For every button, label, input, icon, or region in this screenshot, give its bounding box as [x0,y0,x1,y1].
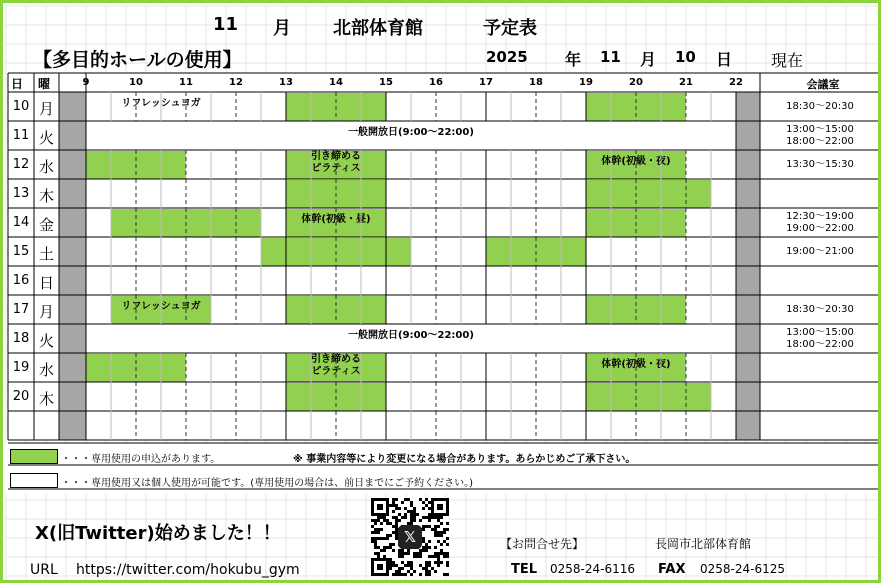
meeting-room-time: 18:30～20:30 [786,303,854,315]
booking-block [211,209,261,237]
day-number: 19 [12,360,30,375]
weekday: 木 [38,390,54,408]
legend-free-swatch [10,473,58,488]
date-suffix: 現在 [771,51,804,70]
meeting-room-time: 18:00～22:00 [786,338,854,350]
hour-label: 15 [379,77,393,88]
legend-booked-swatch [10,449,58,464]
booking-block [111,209,211,237]
day-number: 14 [12,215,30,230]
hour-label: 19 [579,77,593,88]
weekday-column-header: 曜 [38,77,51,91]
hour-label: 20 [629,77,643,88]
meeting-room-header: 会議室 [806,78,840,91]
booking-label: 体幹(初級・夜) [601,155,671,167]
room-name: 【多目的ホールの使用】 [33,49,242,71]
schedule-grid [3,3,881,583]
date-day-unit: 日 [716,50,733,69]
day-column-header: 日 [11,77,24,91]
day-number: 18 [12,331,30,346]
date-month: 11 [600,48,621,66]
contact-name: 長岡市北部体育館 [655,537,752,551]
fax-label: FAX [658,562,686,577]
booking-label: 引き締める ピラティス [311,353,361,377]
twitter-url-link[interactable]: https://twitter.com/hokubu_gym [76,562,300,578]
legend-booked-text: ・・・専用使用の申込があります。 [61,454,221,465]
meeting-room-time: 13:00～15:00 [786,326,854,338]
weekday: 月 [38,303,54,321]
twitter-announcement: X(旧Twitter)始めました！！ [35,523,281,544]
meeting-room-time: 13:00～15:00 [786,123,854,135]
date-day: 10 [675,48,696,66]
booking-block [86,151,186,179]
weekday: 月 [38,100,54,118]
booking-block [486,238,586,266]
title-suffix: 予定表 [483,18,537,39]
day-number: 20 [12,389,30,404]
date-year-unit: 年 [565,50,582,69]
title-month-unit: 月 [273,18,291,39]
weekday: 土 [38,245,54,263]
booking-label: リフレッシュヨガ [121,97,201,109]
booking-label: 一般開放日(9:00～22:00) [348,329,474,341]
hour-label: 16 [429,77,443,88]
url-label: URL [30,562,58,578]
title-facility: 北部体育館 [333,18,423,39]
weekday: 火 [38,332,54,350]
meeting-room-time: 13:30～15:30 [786,158,854,170]
hour-label: 12 [229,77,243,88]
notice-text: ※ 事業内容等により変更になる場合があります。あらかじめご了承下さい。 [293,454,636,465]
tel-label: TEL [511,562,538,577]
meeting-room-time: 18:00～22:00 [786,135,854,147]
qr-code-icon [371,498,449,576]
weekday: 金 [38,216,54,234]
booking-label: 体幹(初級・昼) [301,213,371,225]
meeting-room-time: 18:30～20:30 [786,100,854,112]
meeting-room-time: 19:00～21:00 [786,245,854,257]
hour-label: 21 [679,77,693,88]
booking-block [286,383,386,411]
weekday: 水 [38,361,54,379]
booking-block [86,354,186,382]
day-number: 13 [12,186,30,201]
booking-block [661,383,711,411]
day-number: 15 [12,244,30,259]
x-logo-icon: 𝕏 [398,525,422,549]
weekday: 火 [38,129,54,147]
booking-label: 一般開放日(9:00～22:00) [348,126,474,138]
booking-block [586,209,686,237]
hour-label: 9 [82,77,90,88]
legend-free-text: ・・・専用使用又は個人使用が可能です。(専用使用の場合は、前日までにご予約ください。) [61,478,474,489]
day-number: 11 [12,128,30,143]
hour-label: 17 [479,77,493,88]
hour-label: 13 [279,77,293,88]
booking-label: 引き締める ピラティス [311,150,361,174]
booking-label: 体幹(初級・夜) [601,358,671,370]
booking-block [586,296,686,324]
date-year: 2025 [486,48,528,66]
booking-block [586,180,661,208]
hour-label: 22 [729,77,743,88]
day-number: 10 [12,99,30,114]
hour-label: 11 [179,77,193,88]
date-month-unit: 月 [640,50,657,69]
contact-label: 【お問合せ先】 [500,537,585,551]
weekday: 日 [38,274,54,292]
booking-block [286,93,386,121]
fax-number: 0258-24-6125 [700,562,786,576]
day-number: 16 [12,273,30,288]
booking-label: リフレッシュヨガ [121,300,201,312]
booking-block [261,238,411,266]
hour-label: 14 [329,77,343,88]
hour-label: 18 [529,77,543,88]
tel-number: 0258-24-6116 [550,562,636,576]
booking-block [586,93,686,121]
booking-block [661,180,711,208]
hour-label: 10 [129,77,143,88]
day-number: 17 [12,302,30,317]
meeting-room-time: 12:30～19:00 [786,210,854,222]
day-number: 12 [12,157,30,172]
title-month-number: 11 [213,14,239,35]
meeting-room-time: 19:00～22:00 [786,222,854,234]
weekday: 木 [38,187,54,205]
weekday: 水 [38,158,54,176]
booking-block [286,296,386,324]
booking-block [286,180,386,208]
booking-block [586,383,661,411]
